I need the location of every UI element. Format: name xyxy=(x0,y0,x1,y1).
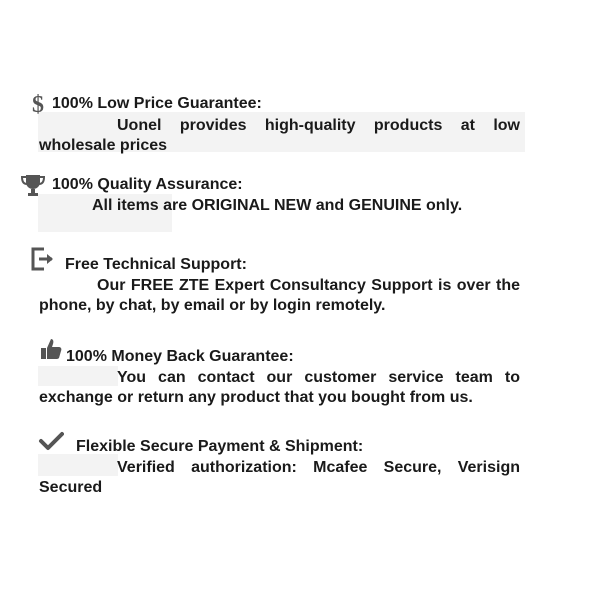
feature-heading: 100% Money Back Guarantee: xyxy=(66,348,294,365)
feature-heading: Flexible Secure Payment & Shipment: xyxy=(76,438,364,455)
feature-description: All items are ORIGINAL NEW and GENUINE only. xyxy=(92,197,463,214)
svg-text:$: $ xyxy=(32,92,44,116)
feature-heading: 100% Low Price Guarantee: xyxy=(52,95,262,112)
logout-icon xyxy=(30,246,56,272)
feature-heading: 100% Quality Assurance: xyxy=(52,176,243,193)
feature-description: Verified authorization: Mcafee Secure, Verisign Secured xyxy=(39,459,520,496)
thumbs-up-icon xyxy=(38,336,64,362)
feature-heading: Free Technical Support: xyxy=(65,256,247,273)
feature-description: Our FREE ZTE Expert Consultancy Support is over the phone, by chat, by email or by login remotely. xyxy=(39,277,520,314)
checkmark-icon xyxy=(38,428,64,454)
dollar-icon xyxy=(26,90,52,116)
feature-description: Uonel provides high-quality products at low wholesale prices xyxy=(39,117,520,154)
feature-description: You can contact our customer service team to exchange or return any product that you bought from us. xyxy=(39,369,520,406)
trophy-icon xyxy=(20,172,46,198)
